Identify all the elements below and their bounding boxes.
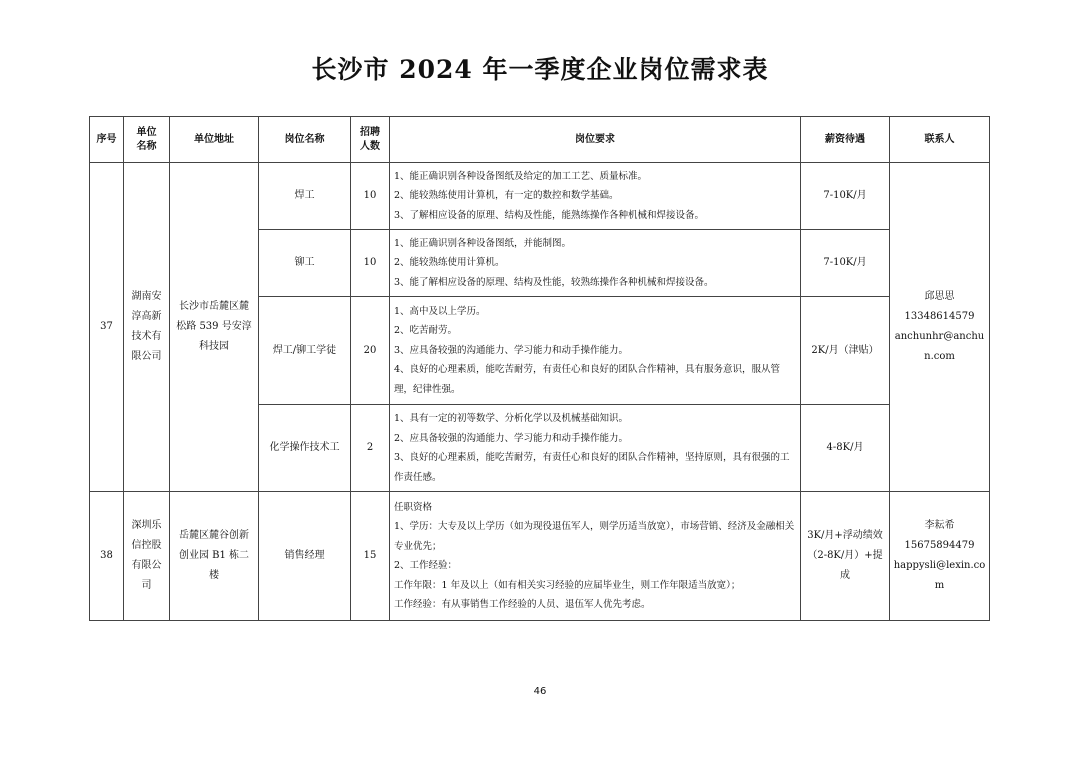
company-address-cell: 长沙市岳麓区麓松路 539 号安淳科技园	[170, 163, 259, 492]
salary-cell: 3K/月+浮动绩效（2-8K/月）+提成	[801, 492, 890, 621]
header-count: 招聘人数	[351, 117, 390, 163]
requirements-cell	[390, 163, 801, 230]
header-company: 单位名称	[124, 117, 170, 163]
requirement-line: 3、良好的心理素质，能吃苦耐劳，有责任心和良好的团队合作精神，坚持原则，具有很强的工作责任感。	[394, 452, 790, 483]
salary-cell: 2K/月（津贴）	[801, 297, 890, 405]
requirement-line: 1、具有一定的初等数学、分析化学以及机械基础知识。	[394, 413, 629, 424]
company-name-cell: 深圳乐信控股有限公司	[124, 492, 170, 621]
header-contact: 联系人	[890, 117, 990, 163]
requirements-cell	[390, 230, 801, 297]
contact-email: happysli@lexin.com	[893, 560, 986, 591]
table-header-row	[90, 117, 990, 163]
page-number: 46	[533, 686, 547, 697]
requirement-line: 2、工作经验：	[394, 560, 458, 571]
company-address-cell: 岳麓区麓谷创新创业园 B1 栋二楼	[170, 492, 259, 621]
requirement-line: 4、良好的心理素质，能吃苦耐劳，有责任心和良好的团队合作精神，具有服务意识，服从管理，纪律性强。	[394, 364, 781, 395]
company-name-cell: 湖南安淳高新技术有限公司	[124, 163, 170, 492]
position-cell: 铆工	[259, 230, 351, 297]
contact-phone: 15675894479	[904, 540, 975, 551]
seq-cell: 37	[90, 163, 124, 492]
requirements-cell	[390, 405, 801, 492]
position-cell: 化学操作技术工	[259, 405, 351, 492]
contact-cell	[890, 163, 990, 492]
page-title: 长沙市 2024 年一季度企业岗位需求表	[311, 55, 769, 84]
requirements-cell	[390, 297, 801, 405]
seq-cell: 38	[90, 492, 124, 621]
contact-email: anchunhr@anchun.com	[894, 331, 985, 362]
requirement-line: 2、应具备较强的沟通能力、学习能力和动手操作能力。	[394, 432, 629, 444]
requirement-line: 1、高中及以上学历。	[394, 305, 486, 317]
requirement-line: 1、学历：大专及以上学历（如为现役退伍军人，则学历适当放宽），市场营销、经济及金融相关专业优先；	[394, 521, 795, 552]
count-cell: 10	[351, 230, 390, 297]
requirement-line: 1、能正确识别各种设备图纸，并能制图。	[394, 237, 572, 249]
position-cell: 销售经理	[259, 492, 351, 621]
job-demand-table	[89, 116, 990, 621]
requirement-line: 3、能了解相应设备的原理、结构及性能，较熟练操作各种机械和焊接设备。	[394, 276, 714, 288]
table-row	[90, 492, 990, 621]
requirement-line: 3、应具备较强的沟通能力、学习能力和动手操作能力。	[394, 344, 629, 356]
header-position: 岗位名称	[259, 117, 351, 163]
header-salary: 薪资待遇	[801, 117, 890, 163]
requirement-line: 2、吃苦耐劳。	[394, 325, 458, 337]
salary-cell: 7-10K/月	[801, 163, 890, 230]
contact-name: 邱思思	[924, 291, 955, 302]
salary-cell: 7-10K/月	[801, 230, 890, 297]
requirement-line: 2、能较熟练使用计算机，有一定的数控和数学基础。	[394, 190, 619, 202]
header-address: 单位地址	[170, 117, 259, 163]
count-cell: 2	[351, 405, 390, 492]
header-seq: 序号	[90, 117, 124, 163]
position-cell: 焊工	[259, 163, 351, 230]
position-cell: 焊工/铆工学徒	[259, 297, 351, 405]
contact-name: 李耘希	[924, 520, 955, 531]
header-requirements: 岗位要求	[390, 117, 801, 163]
count-cell: 20	[351, 297, 390, 405]
table-row	[90, 163, 990, 230]
requirement-line: 工作经验：有从事销售工作经验的人员、退伍军人优先考虑。	[394, 599, 651, 610]
requirement-line: 3、了解相应设备的原理、结构及性能，能熟练操作各种机械和焊接设备。	[394, 209, 705, 221]
salary-cell: 4-8K/月	[801, 405, 890, 492]
requirement-line: 2、能较熟练使用计算机。	[394, 257, 505, 269]
requirement-line: 1、能正确识别各种设备图纸及给定的加工工艺、质量标准。	[394, 170, 648, 182]
count-cell: 10	[351, 163, 390, 230]
requirement-line: 工作年限：1 年及以上（如有相关实习经验的应届毕业生，则工作年限适当放宽）；	[394, 579, 741, 591]
contact-phone: 13348614579	[904, 311, 975, 322]
requirement-line: 任职资格	[394, 501, 433, 513]
count-cell: 15	[351, 492, 390, 621]
contact-cell	[890, 492, 990, 621]
requirements-cell	[390, 492, 801, 621]
